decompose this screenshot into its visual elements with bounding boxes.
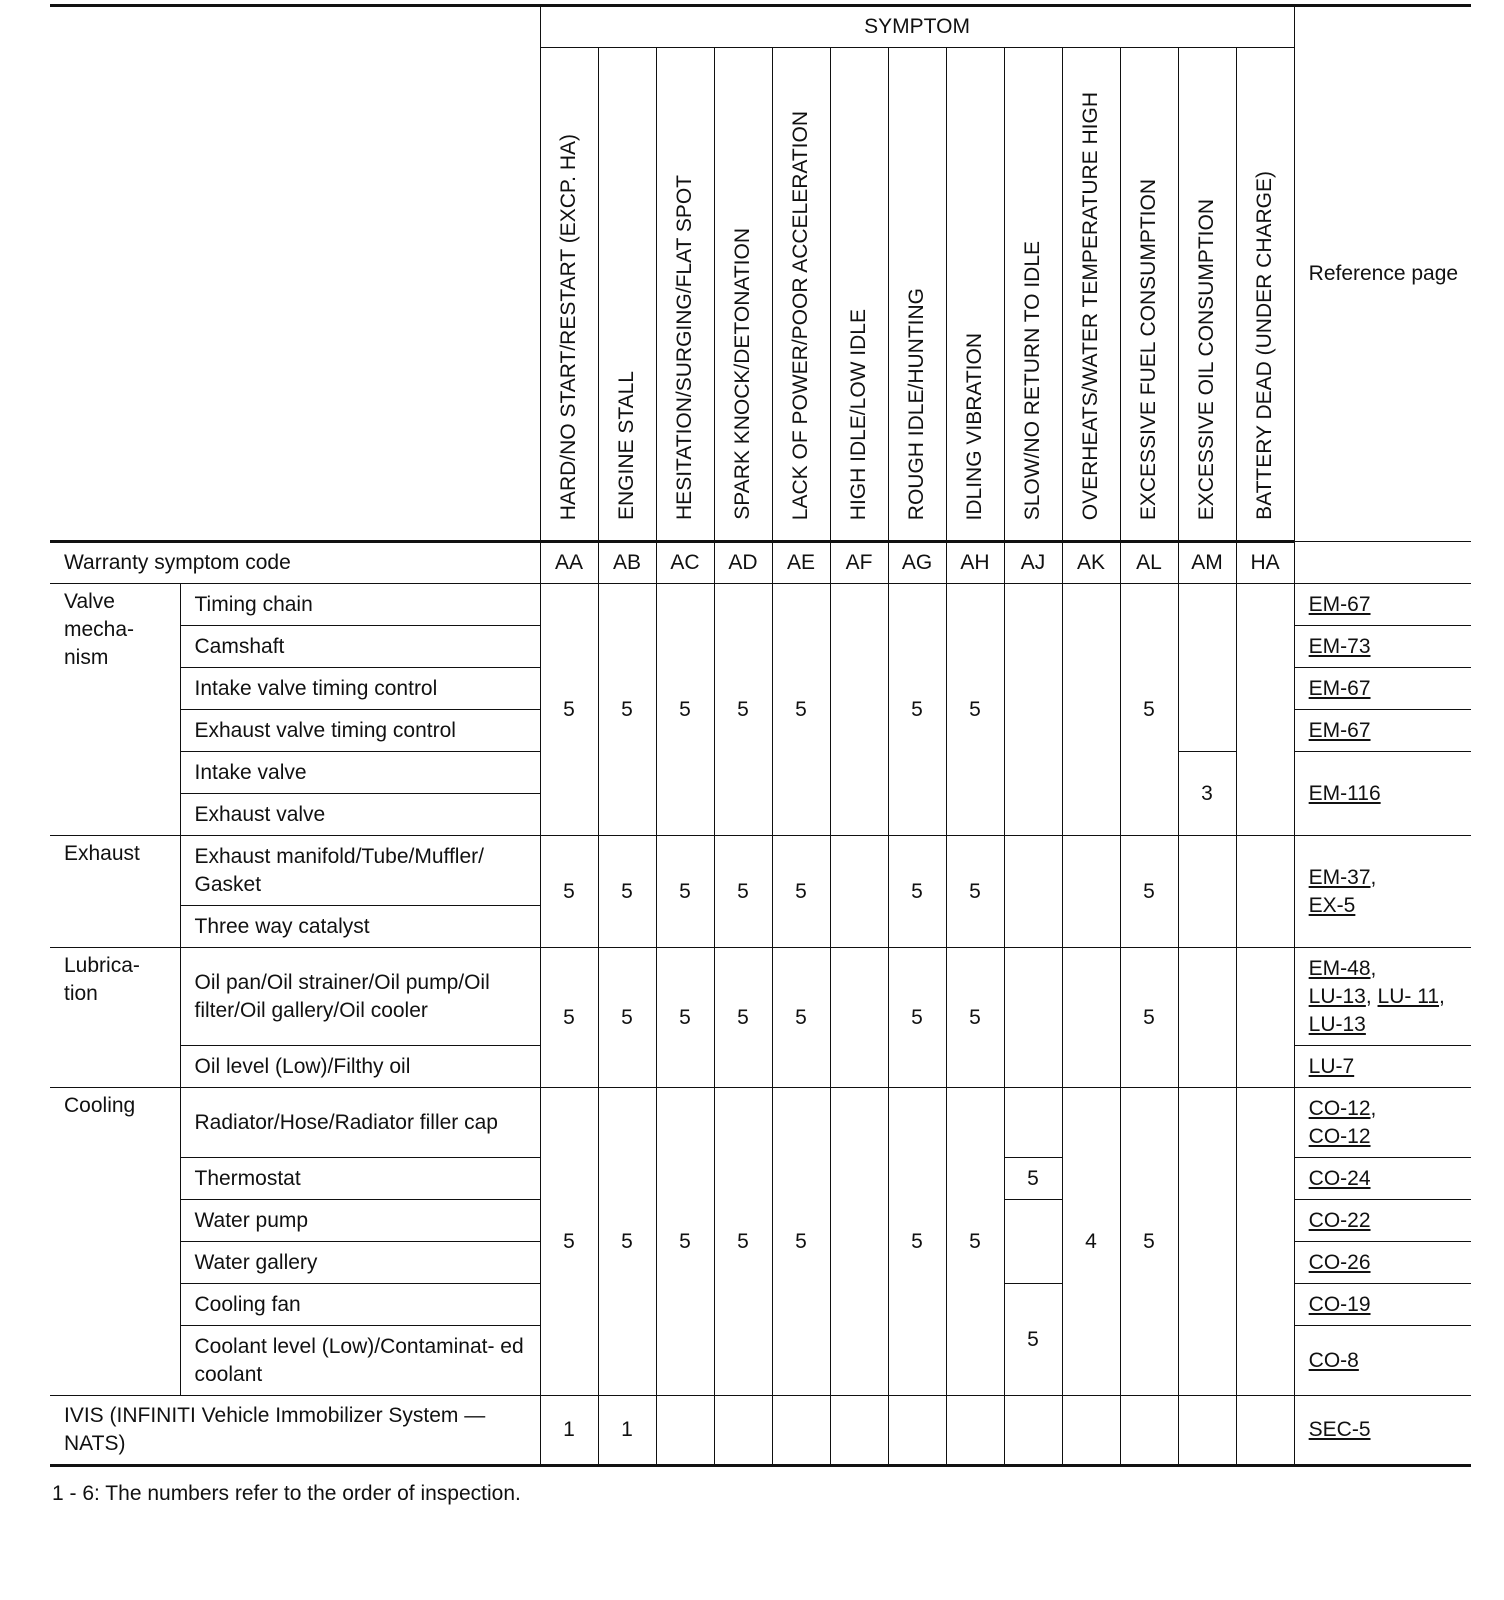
warranty-code: AC bbox=[656, 542, 714, 584]
item-label: Exhaust valve timing control bbox=[180, 710, 540, 752]
ref-separator: , bbox=[1370, 956, 1377, 980]
cell-value bbox=[1062, 1396, 1120, 1466]
cell-value: 5 bbox=[888, 836, 946, 948]
cell-value bbox=[1004, 1088, 1062, 1158]
reference-link[interactable]: LU-13 bbox=[1308, 984, 1366, 1008]
reference-cell bbox=[1294, 710, 1471, 752]
warranty-code: AF bbox=[830, 542, 888, 584]
cell-value: 5 bbox=[656, 836, 714, 948]
cell-value bbox=[888, 1396, 946, 1466]
warranty-code: AD bbox=[714, 542, 772, 584]
cell-value: 5 bbox=[1120, 836, 1178, 948]
cell-value: 5 bbox=[656, 948, 714, 1088]
cell-value: 5 bbox=[772, 948, 830, 1088]
reference-link[interactable]: LU-7 bbox=[1308, 1054, 1355, 1078]
cell-value: 5 bbox=[772, 836, 830, 948]
cell-value: 5 bbox=[540, 584, 598, 836]
reference-cell bbox=[1294, 626, 1471, 668]
reference-link[interactable]: CO-19 bbox=[1308, 1292, 1371, 1316]
reference-link[interactable]: CO-12 bbox=[1308, 1124, 1371, 1148]
cell-value bbox=[772, 1396, 830, 1466]
cell-value bbox=[1004, 1396, 1062, 1466]
warranty-ref-blank bbox=[1294, 542, 1471, 584]
cell-value: 5 bbox=[714, 836, 772, 948]
symptom-table bbox=[50, 4, 1471, 1467]
cell-value bbox=[1236, 1396, 1294, 1466]
reference-cell bbox=[1294, 1396, 1471, 1466]
warranty-label: Warranty symptom code bbox=[50, 542, 540, 584]
warranty-code: AB bbox=[598, 542, 656, 584]
cell-value bbox=[1004, 836, 1062, 948]
column-header: LACK OF POWER/POOR ACCELERATION bbox=[772, 48, 830, 542]
column-header: BATTERY DEAD (UNDER CHARGE) bbox=[1236, 48, 1294, 542]
warranty-code: AA bbox=[540, 542, 598, 584]
reference-cell bbox=[1294, 1242, 1471, 1284]
item-label: Radiator/Hose/Radiator filler cap bbox=[180, 1088, 540, 1158]
cell-value: 5 bbox=[598, 948, 656, 1088]
item-label: Coolant level (Low)/Contaminat- ed coolant bbox=[180, 1326, 540, 1396]
cell-value bbox=[1004, 584, 1062, 836]
group-label-ivis: IVIS (INFINITI Vehicle Immobilizer System — NATS) bbox=[50, 1396, 540, 1466]
cell-value bbox=[1178, 584, 1236, 752]
item-label: Camshaft bbox=[180, 626, 540, 668]
cell-value: 5 bbox=[714, 1088, 772, 1396]
warranty-code: AL bbox=[1120, 542, 1178, 584]
warranty-code: HA bbox=[1236, 542, 1294, 584]
warranty-code: AG bbox=[888, 542, 946, 584]
group-label-cooling: Cooling bbox=[50, 1088, 180, 1396]
cell-value bbox=[656, 1396, 714, 1466]
group-label-exhaust: Exhaust bbox=[50, 836, 180, 948]
symptom-header: SYMPTOM bbox=[540, 6, 1294, 48]
reference-header: Reference page bbox=[1294, 6, 1471, 542]
cell-value bbox=[714, 1396, 772, 1466]
cell-value bbox=[946, 1396, 1004, 1466]
reference-link[interactable]: EM-37 bbox=[1308, 865, 1371, 889]
warranty-code: AH bbox=[946, 542, 1004, 584]
reference-cell bbox=[1294, 1046, 1471, 1088]
cell-value: 5 bbox=[946, 836, 1004, 948]
reference-link[interactable]: EM-116 bbox=[1308, 781, 1381, 805]
cell-value: 5 bbox=[1120, 948, 1178, 1088]
cell-value: 5 bbox=[656, 584, 714, 836]
reference-link[interactable]: CO-22 bbox=[1308, 1208, 1371, 1232]
cell-value bbox=[1178, 1088, 1236, 1396]
cell-value: 5 bbox=[656, 1088, 714, 1396]
cell-value: 5 bbox=[888, 584, 946, 836]
reference-cell bbox=[1294, 1326, 1471, 1396]
reference-cell bbox=[1294, 752, 1471, 836]
cell-value: 5 bbox=[1120, 1088, 1178, 1396]
column-header: OVERHEATS/WATER TEMPERATURE HIGH bbox=[1062, 48, 1120, 542]
warranty-code: AE bbox=[772, 542, 830, 584]
item-label: Cooling fan bbox=[180, 1284, 540, 1326]
cell-value: 1 bbox=[540, 1396, 598, 1466]
cell-value bbox=[1004, 948, 1062, 1088]
header-corner bbox=[50, 6, 540, 542]
ref-separator: , bbox=[1439, 984, 1445, 1008]
cell-value bbox=[1062, 584, 1120, 836]
cell-value: 5 bbox=[598, 836, 656, 948]
cell-value bbox=[1178, 1396, 1236, 1466]
reference-link[interactable]: LU-13 bbox=[1308, 1012, 1366, 1036]
cell-value: 5 bbox=[1004, 1284, 1062, 1396]
warranty-code: AJ bbox=[1004, 542, 1062, 584]
cell-value: 1 bbox=[598, 1396, 656, 1466]
reference-link[interactable]: EM-48 bbox=[1308, 956, 1371, 980]
item-label: Water pump bbox=[180, 1200, 540, 1242]
item-label: Exhaust valve bbox=[180, 794, 540, 836]
reference-cell bbox=[1294, 584, 1471, 626]
item-label: Thermostat bbox=[180, 1158, 540, 1200]
cell-value: 5 bbox=[598, 584, 656, 836]
cell-value: 5 bbox=[772, 1088, 830, 1396]
cell-value bbox=[1178, 836, 1236, 948]
group-label-lubrication: Lubrica- tion bbox=[50, 948, 180, 1088]
reference-link[interactable]: CO-12 bbox=[1308, 1096, 1371, 1120]
reference-link[interactable]: EM-67 bbox=[1308, 718, 1371, 742]
cell-value: 4 bbox=[1062, 1088, 1120, 1396]
cell-value: 5 bbox=[598, 1088, 656, 1396]
group-label-valve: Valve mecha- nism bbox=[50, 584, 180, 836]
cell-value bbox=[830, 1088, 888, 1396]
reference-cell bbox=[1294, 1200, 1471, 1242]
column-header: EXCESSIVE FUEL CONSUMPTION bbox=[1120, 48, 1178, 542]
cell-value: 5 bbox=[540, 1088, 598, 1396]
reference-link[interactable]: SEC-5 bbox=[1308, 1418, 1371, 1441]
reference-link[interactable]: EX-5 bbox=[1308, 893, 1356, 917]
cell-value: 5 bbox=[1120, 584, 1178, 836]
cell-value: 5 bbox=[888, 948, 946, 1088]
cell-value bbox=[830, 948, 888, 1088]
cell-value bbox=[1236, 1088, 1294, 1396]
ref-separator: , bbox=[1370, 865, 1377, 889]
cell-value: 5 bbox=[714, 584, 772, 836]
column-header: EXCESSIVE OIL CONSUMPTION bbox=[1178, 48, 1236, 542]
cell-value bbox=[1062, 836, 1120, 948]
cell-value: 5 bbox=[946, 584, 1004, 836]
cell-value: 5 bbox=[772, 584, 830, 836]
cell-value bbox=[830, 836, 888, 948]
cell-value bbox=[830, 1396, 888, 1466]
reference-link[interactable]: CO-26 bbox=[1308, 1250, 1371, 1274]
ref-separator: , bbox=[1365, 984, 1378, 1008]
item-label: Oil pan/Oil strainer/Oil pump/Oil filter/Oil gallery/Oil cooler bbox=[180, 948, 540, 1046]
cell-value: 5 bbox=[714, 948, 772, 1088]
cell-value: 3 bbox=[1178, 752, 1236, 836]
cell-value bbox=[1004, 1200, 1062, 1284]
column-header: IDLING VIBRATION bbox=[946, 48, 1004, 542]
column-header: SPARK KNOCK/DETONATION bbox=[714, 48, 772, 542]
reference-cell bbox=[1294, 1284, 1471, 1326]
reference-cell bbox=[1294, 1088, 1471, 1158]
cell-value bbox=[1236, 584, 1294, 836]
warranty-code: AM bbox=[1178, 542, 1236, 584]
item-label: Intake valve bbox=[180, 752, 540, 794]
reference-cell bbox=[1294, 668, 1471, 710]
cell-value: 5 bbox=[540, 948, 598, 1088]
column-header: HIGH IDLE/LOW IDLE bbox=[830, 48, 888, 542]
reference-link[interactable]: EM-73 bbox=[1308, 634, 1371, 658]
item-label: Water gallery bbox=[180, 1242, 540, 1284]
cell-value bbox=[1062, 948, 1120, 1088]
cell-value bbox=[830, 584, 888, 836]
cell-value: 5 bbox=[540, 836, 598, 948]
ref-separator: , bbox=[1370, 1096, 1377, 1120]
item-label: Exhaust manifold/Tube/Muffler/ Gasket bbox=[180, 836, 540, 906]
cell-value bbox=[1178, 948, 1236, 1088]
cell-value: 5 bbox=[946, 948, 1004, 1088]
item-label: Intake valve timing control bbox=[180, 668, 540, 710]
footnote: 1 - 6: The numbers refer to the order of inspection. bbox=[52, 1482, 521, 1505]
reference-link[interactable]: CO-8 bbox=[1308, 1348, 1359, 1372]
item-label: Three way catalyst bbox=[180, 906, 540, 948]
cell-value bbox=[1120, 1396, 1178, 1466]
cell-value: 5 bbox=[946, 1088, 1004, 1396]
reference-link[interactable]: LU- 11 bbox=[1377, 984, 1440, 1008]
column-header: HARD/NO START/RESTART (EXCP. HA) bbox=[540, 48, 598, 542]
column-header: ROUGH IDLE/HUNTING bbox=[888, 48, 946, 542]
column-header: HESITATION/SURGING/FLAT SPOT bbox=[656, 48, 714, 542]
column-header: SLOW/NO RETURN TO IDLE bbox=[1004, 48, 1062, 542]
item-label: Oil level (Low)/Filthy oil bbox=[180, 1046, 540, 1088]
cell-value bbox=[1236, 948, 1294, 1088]
reference-link[interactable]: EM-67 bbox=[1308, 592, 1371, 616]
cell-value: 5 bbox=[888, 1088, 946, 1396]
cell-value: 5 bbox=[1004, 1158, 1062, 1200]
reference-link[interactable]: EM-67 bbox=[1308, 676, 1371, 700]
reference-cell bbox=[1294, 836, 1471, 948]
column-header: ENGINE STALL bbox=[598, 48, 656, 542]
cell-value bbox=[1236, 836, 1294, 948]
reference-cell bbox=[1294, 1158, 1471, 1200]
item-label: Timing chain bbox=[180, 584, 540, 626]
warranty-code: AK bbox=[1062, 542, 1120, 584]
reference-link[interactable]: CO-24 bbox=[1308, 1166, 1371, 1190]
reference-cell bbox=[1294, 948, 1471, 1046]
